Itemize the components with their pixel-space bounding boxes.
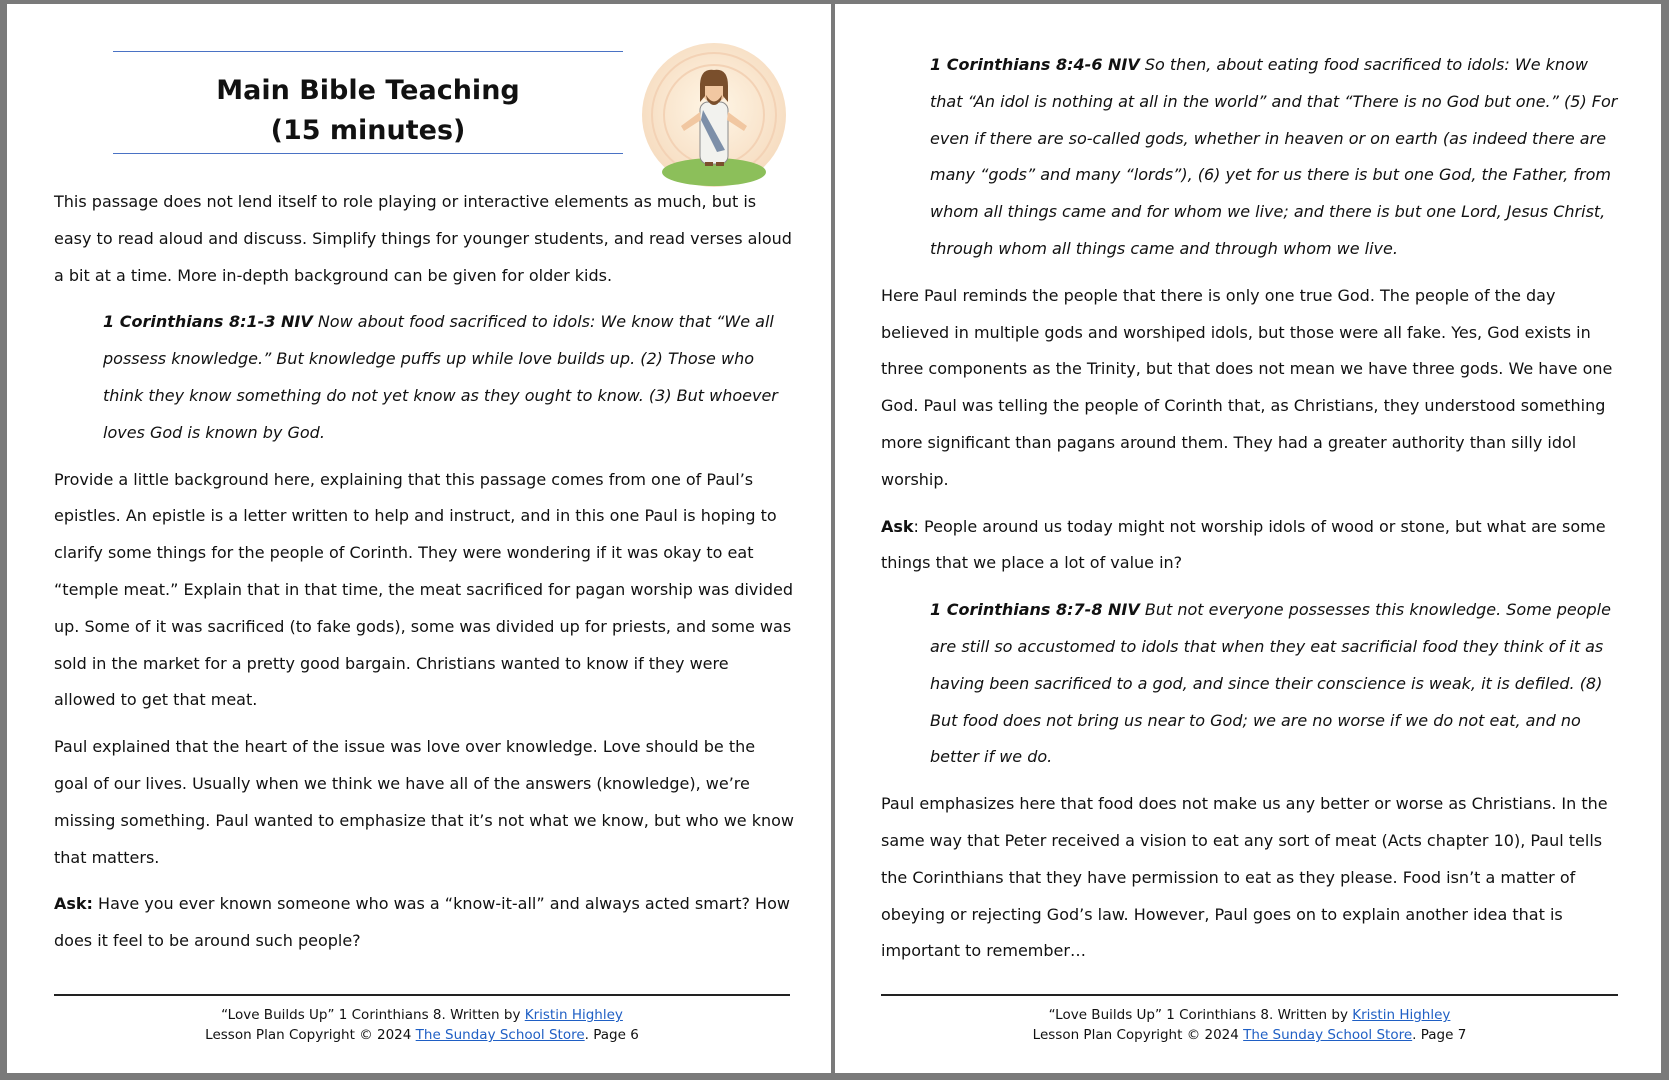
scripture-quote-8-1-3	[103, 304, 794, 451]
ask-text: : People around us today might not worship idols of wood or stone, but what are some things that we place a lot of value in?	[881, 516, 1606, 573]
scripture-quote-8-4-6	[930, 47, 1623, 268]
food-paragraph: Paul emphasizes here that food does not make us any better or worse as Christians. In the same way that Peter received a vision to eat any sort of meat (Acts chapter 10), Paul tells the Corinthians that they have permission to eat as they please. Food isn’t a matter of obeying or rejecting God’s law. However, Paul goes on to explain another idea that is important to remember…	[881, 794, 1608, 961]
jesus-illustration-icon	[637, 40, 791, 190]
scripture-text: Now about food sacrificed to idols: We know that “We all possess knowledge.” But knowledge puffs up while love builds up. (2) Those who think they know something do not yet know as they ought to know. (3) But whoever loves God is known by God.	[103, 312, 778, 442]
store-link[interactable]: The Sunday School Store	[415, 1027, 585, 1043]
footer-rule	[881, 994, 1618, 996]
scripture-text: So then, about eating food sacrificed to idols: We know that “An idol is nothing at all in the world” and that “There is no God but one.” (5) For even if there are so-called gods, whether in heaven or on earth (as indeed there are many “gods” and many “lords”), (6) yet for us there is but one God, the Father, from whom all things came and for whom we live; and there is but one Lord, Jesus Christ, through whom all things came and through whom we live.	[930, 55, 1618, 258]
title-line-2: (15 minutes)	[270, 115, 466, 146]
page-left	[7, 4, 831, 1073]
ask-paragraph	[881, 509, 1623, 583]
page-number: . Page 6	[584, 1027, 639, 1043]
footer-line-1	[881, 1005, 1618, 1025]
title-line-1: Main Bible Teaching	[216, 75, 520, 106]
scripture-reference: 1 Corinthians 8:7-8 NIV	[930, 600, 1140, 620]
footer-credit-text: “Love Builds Up” 1 Corinthians 8. Written by	[221, 1007, 525, 1023]
intro-paragraph: This passage does not lend itself to role playing or interactive elements as much, but is easy to read aloud and discuss. Simplify things for younger students, and read verses aloud a bit at a time. More in-depth background can be given for older kids.	[54, 192, 792, 285]
ask-paragraph	[54, 886, 794, 960]
author-link[interactable]: Kristin Highley	[1352, 1007, 1451, 1023]
ask-label: Ask	[881, 516, 914, 536]
right-body	[881, 47, 1623, 980]
author-link[interactable]: Kristin Highley	[524, 1007, 623, 1023]
page-title	[113, 71, 623, 151]
page-right	[835, 4, 1661, 1073]
scripture-reference: 1 Corinthians 8:1-3 NIV	[103, 312, 313, 332]
page-number: . Page 7	[1412, 1027, 1467, 1043]
scripture-reference: 1 Corinthians 8:4-6 NIV	[930, 55, 1140, 74]
left-body	[54, 184, 794, 970]
ask-label: Ask:	[54, 894, 93, 914]
footer-line-2	[54, 1025, 790, 1045]
title-top-rule	[113, 51, 623, 52]
footer-credit-text: “Love Builds Up” 1 Corinthians 8. Written by	[1048, 1007, 1353, 1023]
scripture-quote-8-7-8	[930, 592, 1623, 776]
background-paragraph: Provide a little background here, explaining that this passage comes from one of Paul’s epistles. An epistle is a letter written to help and instruct, and in this one Paul is hoping to clarify some things for the people of Corinth. They were wondering if it was okay to eat “temple meat.” Explain that in that time, the meat sacrificed for pagan worship was divided up. Some of it was sacrificed (to fake gods), some was divided up for priests, and some was sold in the market for a pretty good bargain. Christians wanted to know if they were allowed to get that meat.	[54, 469, 793, 710]
footer	[54, 1005, 790, 1045]
store-link[interactable]: The Sunday School Store	[1243, 1027, 1413, 1043]
love-knowledge-paragraph: Paul explained that the heart of the issue was love over knowledge. Love should be the goal of our lives. Usually when we think we have all of the answers (knowledge), we’re missing something. Paul wanted to emphasize that it’s not what we know, but who we know that matters.	[54, 737, 795, 867]
footer-line-2	[881, 1025, 1618, 1045]
scripture-text: But not everyone possesses this knowledge. Some people are still so accustomed to idols that when they eat sacrificial food they think of it as having been sacrificed to a god, and since their conscience is weak, it is defiled. (8) But food does not bring us near to God; we are no worse if we do not eat, and no better if we do.	[930, 600, 1611, 767]
footer-rule	[54, 994, 790, 996]
footer-copyright-text: Lesson Plan Copyright © 2024	[205, 1027, 416, 1043]
one-god-paragraph: Here Paul reminds the people that there is only one true God. The people of the day believed in multiple gods and worshiped idols, but those were all fake. Yes, God exists in three components as the Trinity, but that does not mean we have three gods. We have one God. Paul was telling the people of Corinth that, as Christians, they understood something more significant than pagans around them. They had a greater authority than silly idol worship.	[881, 285, 1613, 489]
ask-text: Have you ever known someone who was a “know-it-all” and always acted smart? How does it feel to be around such people?	[54, 894, 790, 951]
title-bottom-rule	[113, 153, 623, 154]
footer-line-1	[54, 1005, 790, 1025]
footer-copyright-text: Lesson Plan Copyright © 2024	[1032, 1027, 1244, 1043]
footer	[881, 1005, 1618, 1045]
